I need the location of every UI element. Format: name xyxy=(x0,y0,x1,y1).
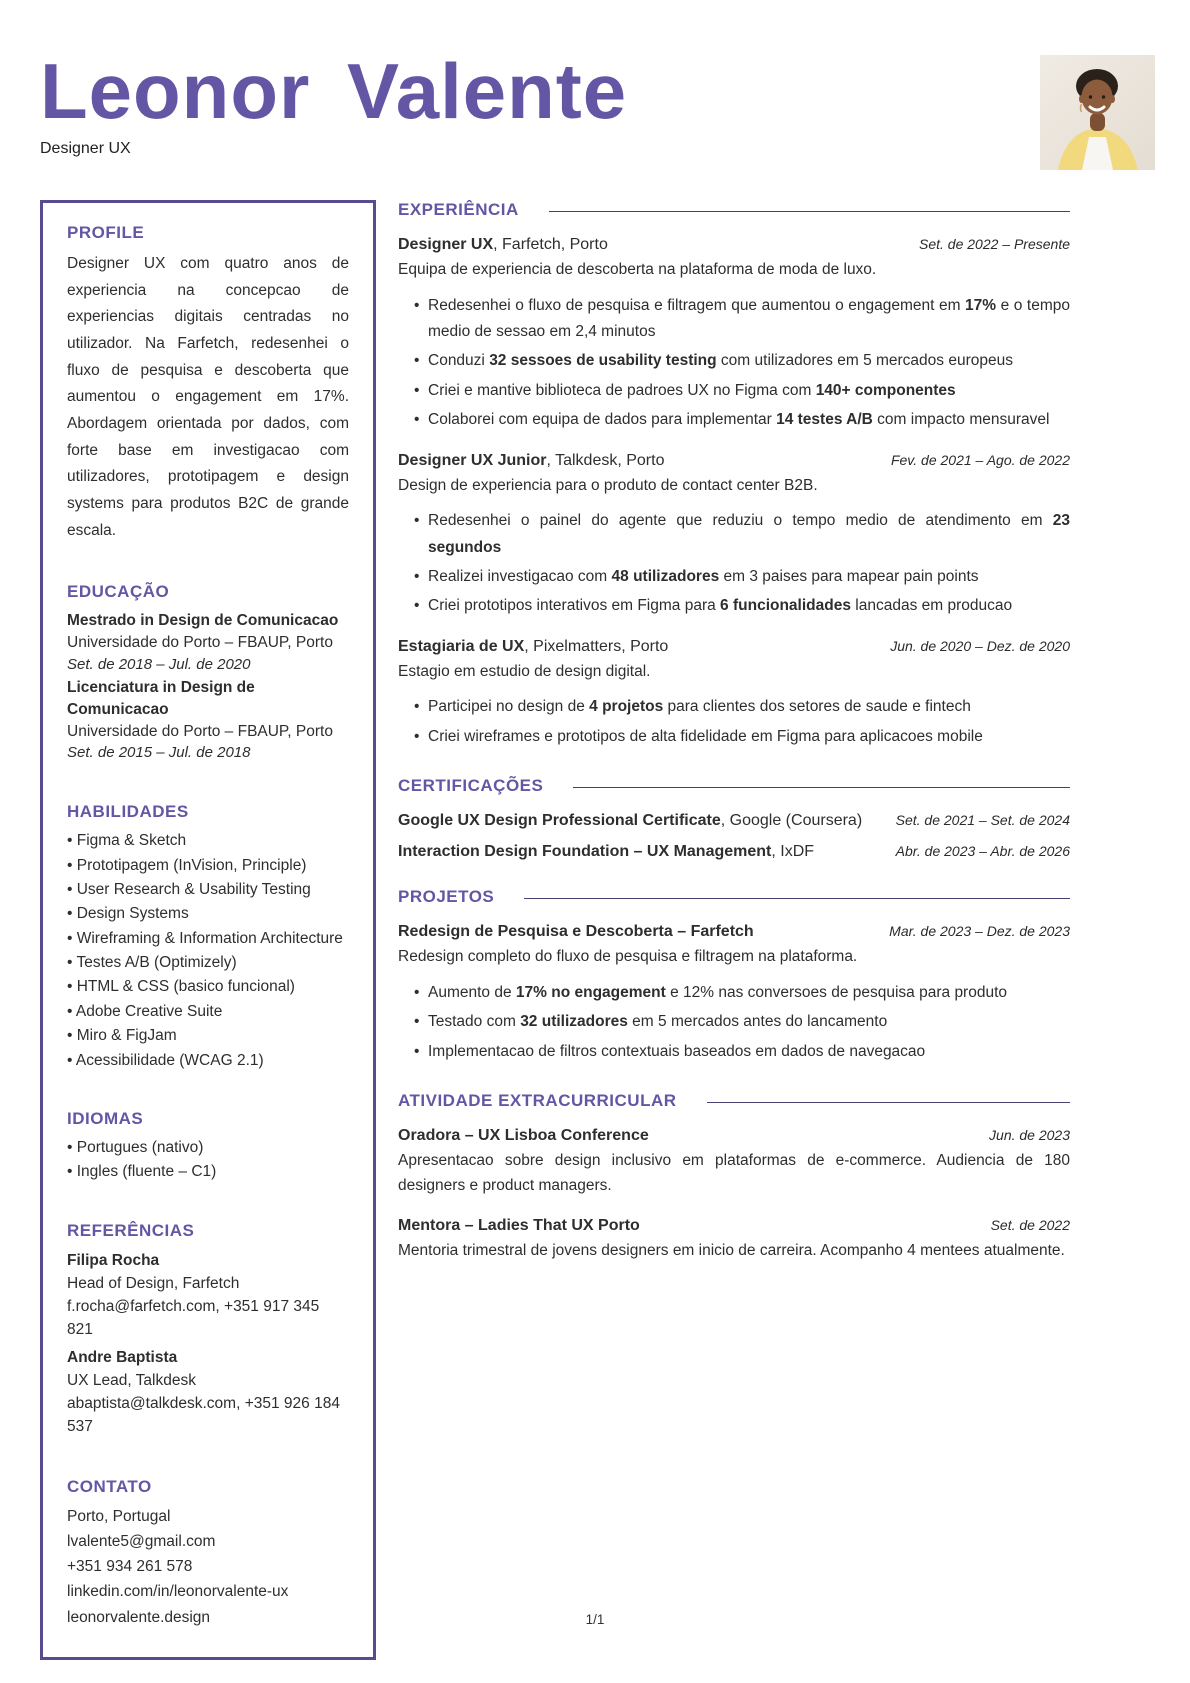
atividade-section-header xyxy=(398,1091,1070,1111)
header xyxy=(0,0,1190,195)
bullet-text: lancadas em producao xyxy=(850,597,1013,615)
job-dates: Set. de 2022 – Presente xyxy=(919,236,1070,252)
certifications-list xyxy=(398,812,1070,861)
contact-line: +351 934 261 578 xyxy=(67,1558,193,1576)
bullet-bold-text: 23 segundos xyxy=(428,512,1070,556)
references-list xyxy=(67,1249,349,1439)
projetos-section-header xyxy=(398,887,1070,907)
language-item: • Ingles (fluente – C1) xyxy=(67,1163,217,1181)
main-column xyxy=(398,200,1070,1289)
certification-name: Google UX Design Professional Certificate xyxy=(398,812,721,830)
bullet-content xyxy=(428,980,1070,1006)
certificacoes-section-title: CERTIFICAÇÕES xyxy=(398,776,544,796)
language-item: • Portugues (nativo) xyxy=(67,1138,204,1156)
job-title xyxy=(398,236,608,254)
profile-section-title: PROFILE xyxy=(67,223,145,242)
reference-name: Filipa Rocha xyxy=(67,1251,160,1269)
bullet-list xyxy=(398,508,1070,619)
certification-title xyxy=(398,843,814,861)
project-dates: Mar. de 2023 – Dez. de 2023 xyxy=(889,923,1070,940)
bullet-text: Redesenhei o fluxo de pesquisa e filtragem que aumentou o engagement em xyxy=(428,296,966,314)
bullet-item xyxy=(414,508,1070,561)
skill-item: • Prototipagem (InVision, Principle) xyxy=(67,856,307,874)
activity-title xyxy=(398,1217,640,1235)
activity-entry xyxy=(398,1127,1070,1199)
bullet-content xyxy=(428,378,1070,404)
reference-item xyxy=(67,1249,349,1342)
contact-line: leonorvalente.design xyxy=(67,1608,211,1626)
degree-name: Mestrado in Design de Comunicacao xyxy=(67,612,339,630)
bullet-item xyxy=(414,378,1070,404)
skill-item: • Figma & Sketch xyxy=(67,832,187,850)
job-header xyxy=(398,236,1070,254)
bullet-text: em 5 mercados antes do lancamento xyxy=(627,1013,888,1031)
education-list xyxy=(67,610,349,764)
contact-list xyxy=(67,1505,349,1629)
job-title xyxy=(398,638,668,656)
reference-contact: abaptista@talkdesk.com, +351 926 184 537 xyxy=(67,1395,340,1436)
bullet-content xyxy=(428,1009,1070,1035)
profile-text: Designer UX com quatro anos de experiencia na concepcao de experiencias digitais centradas no utilizador. Na Farfetch, redesenhei o fluxo de pesquisa e descoberta que aumentou o engagement em 17%. Abordagem orientada por dados, com forte base em investigacao com utilizadores, prototipagem e design systems para produtos B2C de grande escala. xyxy=(67,255,349,539)
bullet-marker: • xyxy=(414,411,420,429)
bullet-bold-text: 6 funcionalidades xyxy=(720,597,851,615)
certification-org: , Google (Coursera) xyxy=(720,812,863,830)
bullet-marker: • xyxy=(414,381,420,399)
section-divider-line xyxy=(549,211,1070,212)
job-dates: Fev. de 2021 – Ago. de 2022 xyxy=(890,451,1070,468)
skill-item: • Testes A/B (Optimizely) xyxy=(67,954,237,972)
section-projetos xyxy=(398,887,1070,1065)
degree-name: Licenciatura in Design de Comunicacao xyxy=(67,679,255,719)
education-dates: Set. de 2015 – Jul. de 2018 xyxy=(67,744,251,762)
skill-item: • Wireframing & Information Architecture xyxy=(67,929,343,947)
bullet-bold-text: 17% no engagement xyxy=(515,983,666,1001)
job-summary: Design de experiencia para o produto de contact center B2B. xyxy=(398,476,818,494)
bullet-text: com impacto mensuravel xyxy=(872,411,1050,429)
languages-list xyxy=(67,1137,349,1183)
activity-name: Mentora – Ladies That UX Porto xyxy=(398,1216,640,1234)
skill-item: • User Research & Usability Testing xyxy=(67,880,311,898)
section-contato xyxy=(67,1477,349,1629)
project-header xyxy=(398,923,1070,941)
section-profile xyxy=(67,223,349,544)
bullet-marker: • xyxy=(414,983,420,1001)
job-header xyxy=(398,638,1070,656)
activity-title xyxy=(398,1127,649,1145)
project-entry xyxy=(398,923,1070,1065)
certification-org: , IxDF xyxy=(771,843,815,861)
job-entry xyxy=(398,452,1070,620)
idiomas-section-title: IDIOMAS xyxy=(67,1108,144,1128)
section-experiencia xyxy=(398,200,1070,750)
bullet-item xyxy=(414,564,1070,590)
section-divider-line xyxy=(573,787,1070,788)
bullet-bold-text: 14 testes A/B xyxy=(776,411,873,429)
certification-row xyxy=(398,812,1070,830)
contato-section-title: CONTATO xyxy=(67,1476,152,1496)
bullet-content xyxy=(428,293,1070,346)
referencias-section-title: REFERÊNCIAS xyxy=(67,1220,195,1240)
bullet-bold-text: 140+ componentes xyxy=(815,381,956,399)
certificacoes-section-header xyxy=(398,776,1070,796)
skill-item: • Acessibilidade (WCAG 2.1) xyxy=(67,1051,264,1069)
reference-role: Head of Design, Farfetch xyxy=(67,1274,240,1292)
certification-row xyxy=(398,843,1070,861)
person-job-title: Designer UX xyxy=(40,140,131,157)
bullet-content xyxy=(428,694,1070,720)
activity-header xyxy=(398,1127,1070,1145)
bullet-item xyxy=(414,724,1070,750)
activity-summary: Apresentacao sobre design inclusivo em plataformas de e-commerce. Audiencia de 180 designers e product managers. xyxy=(398,1152,1070,1194)
job-role: Estagiaria de UX xyxy=(398,637,525,655)
contact-line: linkedin.com/in/leonorvalente-ux xyxy=(67,1583,289,1601)
job-role: Designer UX xyxy=(398,236,494,253)
certification-title xyxy=(398,812,862,830)
experiencia-section-title: EXPERIÊNCIA xyxy=(398,200,519,219)
section-atividade xyxy=(398,1091,1070,1263)
bullet-item xyxy=(414,1039,1070,1065)
activity-entry xyxy=(398,1217,1070,1264)
bullet-content xyxy=(428,564,1070,590)
bullet-marker: • xyxy=(414,597,420,615)
bullet-content xyxy=(428,407,1070,433)
bullet-text: Participei no design de xyxy=(428,698,590,716)
job-org: , Farfetch, Porto xyxy=(493,236,608,253)
atividade-section-title: ATIVIDADE EXTRACURRICULAR xyxy=(398,1091,677,1110)
bullet-marker: • xyxy=(414,1042,420,1060)
projects-list xyxy=(398,923,1070,1065)
school-name: Universidade do Porto – FBAUP, Porto xyxy=(67,633,333,651)
contact-line: lvalente5@gmail.com xyxy=(67,1532,216,1550)
bullet-item xyxy=(414,694,1070,720)
bullet-content xyxy=(428,1039,1070,1065)
bullet-text: Criei wireframes e prototipos de alta fidelidade em Figma para aplicacoes mobile xyxy=(428,727,983,745)
bullet-item xyxy=(414,1009,1070,1035)
bullet-text: Aumento de xyxy=(428,983,516,1001)
job-summary: Equipa de experiencia de descoberta na plataforma de moda de luxo. xyxy=(398,261,877,278)
reference-role: UX Lead, Talkdesk xyxy=(67,1371,196,1389)
activity-header xyxy=(398,1217,1070,1235)
certification-dates: Abr. de 2023 – Abr. de 2026 xyxy=(895,843,1070,860)
bullet-bold-text: 4 projetos xyxy=(589,698,664,716)
education-dates: Set. de 2018 – Jul. de 2020 xyxy=(67,655,251,673)
activity-dates: Jun. de 2023 xyxy=(989,1127,1070,1143)
reference-name: Andre Baptista xyxy=(67,1348,178,1366)
skill-item: • Design Systems xyxy=(67,905,189,923)
activity-dates: Set. de 2022 xyxy=(990,1216,1070,1233)
project-title xyxy=(398,923,754,941)
bullet-bold-text: 32 utilizadores xyxy=(520,1013,628,1031)
bullet-content xyxy=(428,593,1070,619)
page-number: 1/1 xyxy=(585,1612,605,1627)
reference-item xyxy=(67,1346,349,1439)
bullet-text: Colaborei com equipa de dados para implementar xyxy=(428,411,777,429)
education-item xyxy=(67,610,349,675)
experiencia-section-header xyxy=(398,200,1070,220)
bullet-text: para clientes dos setores de saude e fintech xyxy=(663,698,971,716)
section-divider-line xyxy=(707,1102,1070,1103)
bullet-bold-text: 17% xyxy=(965,296,997,314)
educacao-section-title: EDUCAÇÃO xyxy=(67,582,170,602)
bullet-content xyxy=(428,348,1070,374)
job-role: Designer UX Junior xyxy=(398,451,547,469)
bullet-text: Redesenhei o painel do agente que reduziu o tempo medio de atendimento em xyxy=(428,512,1053,530)
bullet-marker: • xyxy=(414,698,420,716)
profile-photo xyxy=(1040,55,1155,170)
bullet-marker: • xyxy=(414,568,420,585)
section-idiomas xyxy=(67,1109,349,1183)
bullet-item xyxy=(414,593,1070,619)
job-entry xyxy=(398,638,1070,750)
bullet-marker: • xyxy=(414,352,420,370)
certification-name: Interaction Design Foundation – UX Management xyxy=(398,843,772,861)
bullet-item xyxy=(414,407,1070,433)
contact-line: Porto, Portugal xyxy=(67,1507,171,1525)
bullet-text: Realizei investigacao com xyxy=(428,568,612,585)
project-name: Redesign de Pesquisa e Descoberta – Farfetch xyxy=(398,923,754,941)
skill-item: • Adobe Creative Suite xyxy=(67,1002,223,1020)
bullet-text: e 12% nas conversoes de pesquisa para produto xyxy=(665,983,1008,1001)
job-summary: Estagio em estudio de design digital. xyxy=(398,662,651,680)
skills-list xyxy=(67,830,349,1071)
bullet-bold-text: 32 sessoes de usability testing xyxy=(489,352,717,370)
job-entry xyxy=(398,236,1070,434)
bullet-text: Conduzi xyxy=(428,352,490,370)
skill-item: • Miro & FigJam xyxy=(67,1027,177,1045)
project-summary: Redesign completo do fluxo de pesquisa e filtragem na plataforma. xyxy=(398,948,858,966)
portrait-illustration xyxy=(1040,55,1155,170)
bullet-text: Implementacao de filtros contextuais baseados em dados de navegacao xyxy=(428,1042,926,1060)
bullet-list xyxy=(398,694,1070,750)
bullet-list xyxy=(398,293,1070,434)
bullet-content xyxy=(428,724,1070,750)
bullet-marker: • xyxy=(414,727,420,745)
school-name: Universidade do Porto – FBAUP, Porto xyxy=(67,722,333,740)
bullet-marker: • xyxy=(414,296,420,314)
skill-item: • HTML & CSS (basico funcional) xyxy=(67,978,295,996)
job-header xyxy=(398,452,1070,470)
bullet-content xyxy=(428,508,1070,561)
activity-summary: Mentoria trimestral de jovens designers em inicio de carreira. Acompanho 4 mentees atualmente. xyxy=(398,1241,1065,1259)
bullet-text: com utilizadores em 5 mercados europeus xyxy=(716,352,1013,370)
bullet-text: Criei prototipos interativos em Figma para xyxy=(428,597,721,615)
certification-dates: Set. de 2021 – Set. de 2024 xyxy=(895,812,1070,829)
bullet-marker: • xyxy=(414,512,420,530)
section-divider-line xyxy=(524,898,1070,899)
section-referencias xyxy=(67,1221,349,1439)
projetos-section-title: PROJETOS xyxy=(398,887,495,907)
job-dates: Jun. de 2020 – Dez. de 2020 xyxy=(890,637,1070,654)
bullet-marker: • xyxy=(414,1013,420,1031)
jobs-list xyxy=(398,236,1070,750)
bullet-item xyxy=(414,348,1070,374)
bullet-bold-text: 48 utilizadores xyxy=(611,568,720,585)
job-org: , Pixelmatters, Porto xyxy=(524,637,669,655)
bullet-text: Testado com xyxy=(428,1013,521,1031)
sidebar xyxy=(40,200,376,1660)
job-org: , Talkdesk, Porto xyxy=(546,451,665,469)
bullet-item xyxy=(414,293,1070,346)
section-certificacoes xyxy=(398,776,1070,861)
reference-contact: f.rocha@farfetch.com, +351 917 345 821 xyxy=(67,1298,320,1339)
content-columns xyxy=(0,200,1190,1660)
activity-name: Oradora – UX Lisboa Conference xyxy=(398,1127,649,1144)
bullet-text: e o tempo medio de sessao em 2,4 minutos xyxy=(428,296,1070,341)
bullet-text: em 3 paises para mapear pain points xyxy=(719,568,979,585)
job-title xyxy=(398,452,664,470)
education-item xyxy=(67,677,349,764)
activities-list xyxy=(398,1127,1070,1263)
section-educacao xyxy=(67,582,349,764)
person-name: Leonor Valente xyxy=(40,47,628,135)
habilidades-section-title: HABILIDADES xyxy=(67,802,189,822)
bullet-text: Criei e mantive biblioteca de padroes UX no Figma com xyxy=(428,381,816,399)
bullet-item xyxy=(414,980,1070,1006)
bullet-list xyxy=(398,980,1070,1065)
section-habilidades xyxy=(67,802,349,1071)
